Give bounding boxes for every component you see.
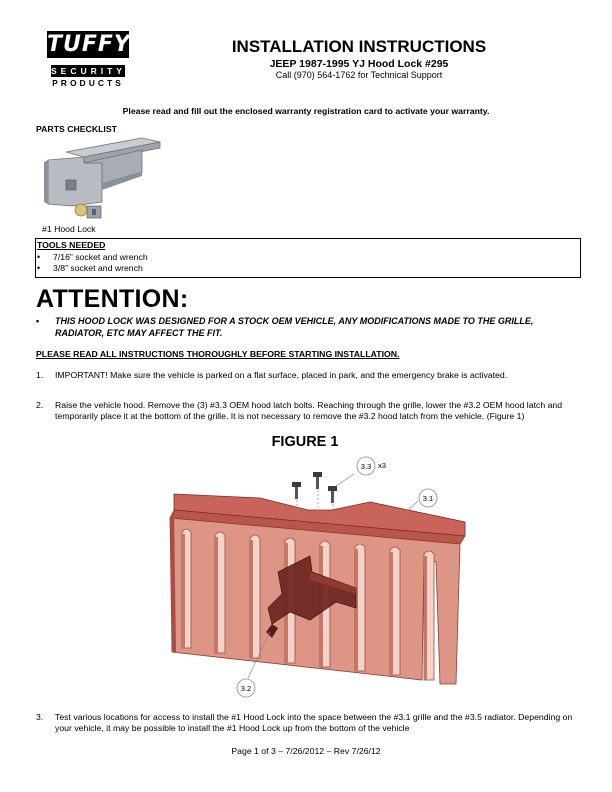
fit-warning-text: THIS HOOD LOCK WAS DESIGNED FOR A STOCK OEM VEHICLE, ANY MODIFICATIONS MADE TO THE GRILLE, RADIATOR, ETC MAY AFFECT THE FIT.	[55, 316, 534, 338]
callout-grille: 3.1	[422, 494, 434, 503]
page-footer: Page 1 of 3 – 7/26/2012 – Rev 7/26/12	[231, 746, 381, 756]
tool-item: • 7/16” socket and wrench	[36, 252, 148, 263]
attention-heading: ATTENTION:	[36, 285, 189, 313]
callout-bolts-quantity: x3	[378, 461, 386, 470]
tools-needed-box	[35, 238, 581, 278]
warranty-note: Please read and fill out the enclosed warranty registration card to activate your warranty.	[122, 106, 490, 116]
bolt-icon	[328, 486, 337, 503]
hood-lock-part-image	[42, 132, 162, 224]
step-number: 1.	[36, 370, 44, 380]
logo-brand: TUFFY	[47, 32, 131, 57]
figure-1-title: FIGURE 1	[271, 434, 339, 450]
parts-checklist-heading: PARTS CHECKLIST	[36, 124, 117, 134]
step-text: Test various locations for access to install the #1 Hood Lock into the space between the #3.1 grille and the #3.5 radiator. Depending on your vehicle, it may be possible to install the #1 Hood Lock up from the bottom of the vehicle	[55, 712, 573, 733]
logo-line-security: SECURITY	[51, 66, 126, 76]
product-subtitle: JEEP 1987-1995 YJ Hood Lock #295	[269, 58, 449, 70]
step-number: 2.	[36, 400, 44, 410]
support-phone: Call (970) 564-1762 for Technical Support	[275, 70, 443, 80]
tools-heading: TOOLS NEEDED	[37, 240, 106, 250]
step-number: 3.	[36, 712, 44, 722]
figure-1-diagram	[160, 452, 480, 707]
bullet-icon: •	[36, 316, 40, 326]
read-all-notice: PLEASE READ ALL INSTRUCTIONS THOROUGHLY BEFORE STARTING INSTALLATION.	[36, 349, 400, 359]
tool-item: • 3/8” socket and wrench	[36, 263, 148, 274]
bolt-icon	[292, 482, 301, 499]
step-text: Raise the vehicle hood. Remove the (3) #3.3 OEM hood latch bolts. Reaching through the grille, lower the #3.2 OEM hood latch and temporarily place it at the bottom of the grille. It is not necessary to remove the #3.2 hood latch from the vehicle. (Figure 1)	[55, 400, 563, 421]
bolt-icon	[313, 472, 322, 489]
tools-list	[36, 252, 148, 274]
page-title: INSTALLATION INSTRUCTIONS	[231, 37, 487, 56]
callout-latch: 3.2	[240, 684, 252, 693]
step-text: IMPORTANT! Make sure the vehicle is parked on a flat surface, placed in park, and the emergency brake is activated.	[55, 370, 508, 380]
callout-bolts: 3.3	[360, 462, 372, 471]
logo-line-products: PRODUCTS	[52, 78, 124, 88]
tuffy-logo	[47, 31, 129, 88]
part-label-hood-lock: #1 Hood Lock	[42, 224, 96, 234]
